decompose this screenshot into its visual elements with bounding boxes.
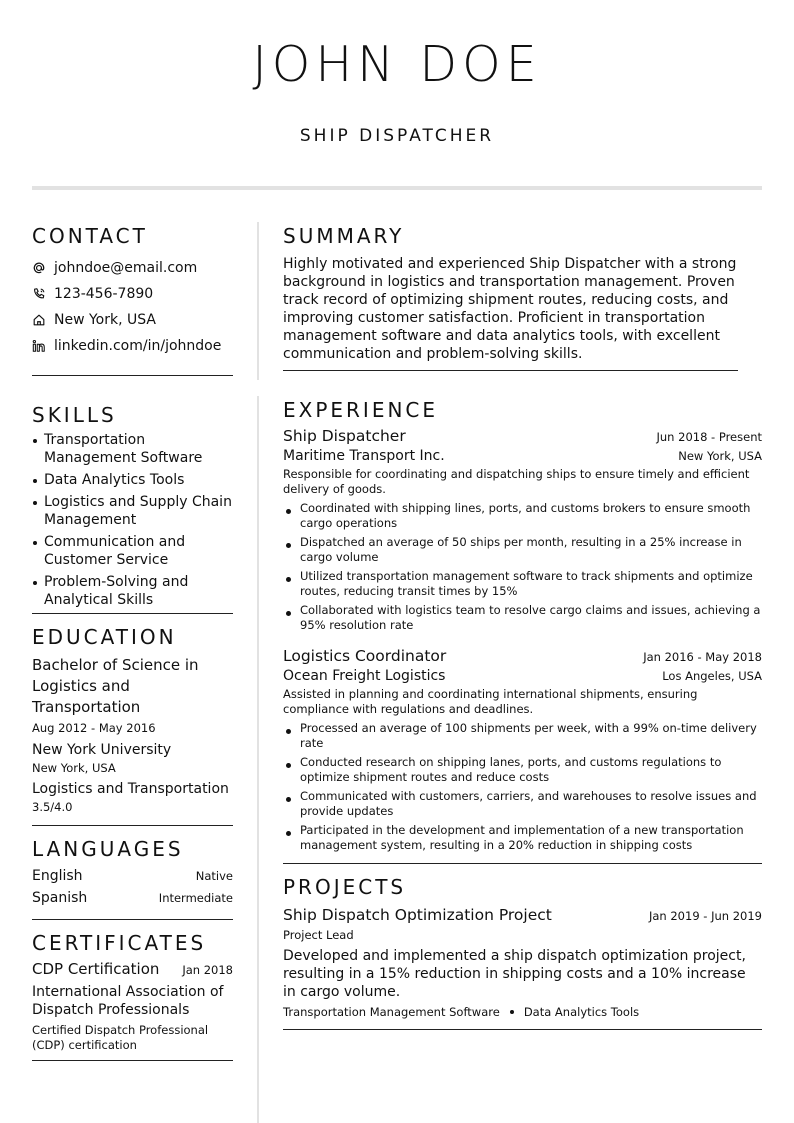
header-divider: [32, 186, 762, 190]
skills-section: [32, 402, 233, 614]
contact-title: CONTACT: [32, 224, 148, 248]
resume-name: JOHN DOE: [252, 36, 542, 93]
job-location: Los Angeles, USA: [662, 669, 762, 683]
education-dates: Aug 2012 - May 2016: [32, 721, 156, 735]
job-company: Ocean Freight Logistics: [283, 668, 446, 684]
job-title: Logistics Coordinator: [283, 647, 447, 665]
contact-email-text: johndoe@email.com: [54, 260, 198, 276]
project-name: Ship Dispatch Optimization Project: [283, 906, 552, 924]
at-icon: [32, 261, 46, 275]
certificate-desc: Certified Dispatch Professional (CDP) certification: [32, 1023, 209, 1052]
skill-item: Transportation Management Software: [32, 431, 233, 467]
language-level: Intermediate: [158, 891, 233, 905]
resume-role: SHIP DISPATCHER: [299, 126, 495, 146]
project-entry: [283, 906, 762, 1019]
certificates-divider: [32, 1060, 233, 1061]
job-description: Assisted in planning and coordinating international shipments, ensuring compliance with regulations and deadlines.: [283, 687, 698, 716]
education-school: New York University: [32, 742, 172, 758]
column-divider-top: [257, 222, 259, 380]
languages-divider: [32, 919, 233, 920]
certificate-org: International Association of Dispatch Professionals: [32, 984, 224, 1018]
job-bullet: Collaborated with logistics team to resolve cargo claims and issues, achieving a 95% resolution rate: [283, 603, 762, 633]
contact-phone-text: 123-456-7890: [54, 286, 154, 302]
education-location: New York, USA: [32, 761, 116, 775]
education-title: EDUCATION: [32, 625, 177, 649]
tag-separator: [510, 1010, 514, 1014]
job-entry: [283, 427, 762, 633]
skill-item: Problem-Solving and Analytical Skills: [32, 573, 233, 609]
linkedin-icon: [32, 339, 46, 353]
job-title: Ship Dispatcher: [283, 427, 406, 445]
projects-title: PROJECTS: [283, 875, 407, 899]
contact-email[interactable]: [32, 255, 233, 281]
certificate-date: Jan 2018: [182, 963, 233, 977]
phone-icon: [32, 287, 46, 301]
job-bullet: Dispatched an average of 50 ships per month, resulting in a 25% increase in cargo volume: [283, 535, 762, 565]
contact-phone[interactable]: [32, 281, 233, 307]
education-gpa: 3.5/4.0: [32, 800, 73, 814]
skills-title: SKILLS: [32, 403, 117, 427]
job-bullet: Conducted research on shipping lanes, ports, and customs regulations to optimize shipment routes and reduce costs: [283, 755, 762, 785]
job-description: Responsible for coordinating and dispatching ships to ensure timely and efficient delivery of goods.: [283, 467, 750, 496]
language-name: Spanish: [32, 890, 88, 906]
skill-item: Data Analytics Tools: [32, 471, 233, 489]
projects-divider: [283, 1029, 762, 1030]
home-icon: [32, 313, 46, 327]
education-field: Logistics and Transportation: [32, 781, 229, 797]
education-section: [32, 624, 233, 826]
language-name: English: [32, 868, 83, 884]
certificate-name: CDP Certification: [32, 960, 160, 978]
experience-divider: [283, 863, 762, 864]
education-divider: [32, 825, 233, 826]
job-bullet: Processed an average of 100 shipments per week, with a 99% on-time delivery rate: [283, 721, 762, 751]
skills-divider: [32, 613, 233, 614]
education-degree: Bachelor of Science in Logistics and Transportation: [32, 656, 199, 716]
contact-linkedin-text: linkedin.com/in/johndoe: [54, 338, 222, 354]
job-bullet: Utilized transportation management software to track shipments and optimize routes, reducing transit times by 15%: [283, 569, 762, 599]
project-tag: Transportation Management Software: [283, 1005, 500, 1019]
job-dates: Jun 2018 - Present: [656, 430, 762, 444]
job-bullet: Communicated with customers, carriers, and warehouses to resolve issues and provide updates: [283, 789, 762, 819]
project-tag: Data Analytics Tools: [523, 1005, 640, 1019]
experience-section: [283, 397, 762, 864]
contact-location-text: New York, USA: [54, 312, 156, 328]
contact-divider: [32, 375, 233, 376]
job-entry: [283, 647, 762, 853]
projects-section: [283, 874, 762, 1030]
experience-title: EXPERIENCE: [283, 398, 439, 422]
job-bullet: Participated in the development and implementation of a new transportation management system, resulting in a 20% reduction in shipping costs: [283, 823, 762, 853]
job-location: New York, USA: [678, 449, 762, 463]
project-description: Developed and implemented a ship dispatch optimization project, resulting in a 15% reduction in shipping costs and a 10% increase in cargo volume.: [283, 948, 746, 1000]
language-level: Native: [195, 869, 233, 883]
job-bullet: Coordinated with shipping lines, ports, and customs brokers to ensure smooth cargo operations: [283, 501, 762, 531]
project-dates: Jan 2019 - Jun 2019: [648, 909, 762, 923]
languages-section: [32, 836, 233, 920]
summary-text: Highly motivated and experienced Ship Dispatcher with a strong background in logistics and transportation management. Proven track record of optimizing shipment routes, reducing costs, and improving customer satisfaction. Proficient in transportation management software and data analytics tools, with excellent communication and problem-solving skills.: [283, 256, 737, 362]
left-column: [32, 223, 233, 1061]
column-divider-bottom: [257, 396, 259, 1123]
right-column: [283, 223, 762, 1030]
contact-location: [32, 307, 233, 333]
skill-item: Communication and Customer Service: [32, 533, 233, 569]
contact-section: [32, 223, 233, 376]
certificates-title: CERTIFICATES: [32, 931, 207, 955]
project-tags: [283, 1005, 762, 1019]
languages-title: LANGUAGES: [32, 837, 184, 861]
project-role: Project Lead: [283, 928, 354, 942]
contact-linkedin[interactable]: [32, 333, 233, 359]
skill-item: Logistics and Supply Chain Management: [32, 493, 233, 529]
language-row: [32, 868, 233, 890]
summary-divider: [283, 370, 738, 371]
summary-title: SUMMARY: [283, 224, 405, 248]
language-row: [32, 890, 233, 912]
certificates-section: [32, 930, 233, 1061]
job-company: Maritime Transport Inc.: [283, 448, 445, 464]
job-dates: Jan 2016 - May 2018: [643, 650, 762, 664]
summary-section: [283, 223, 762, 371]
